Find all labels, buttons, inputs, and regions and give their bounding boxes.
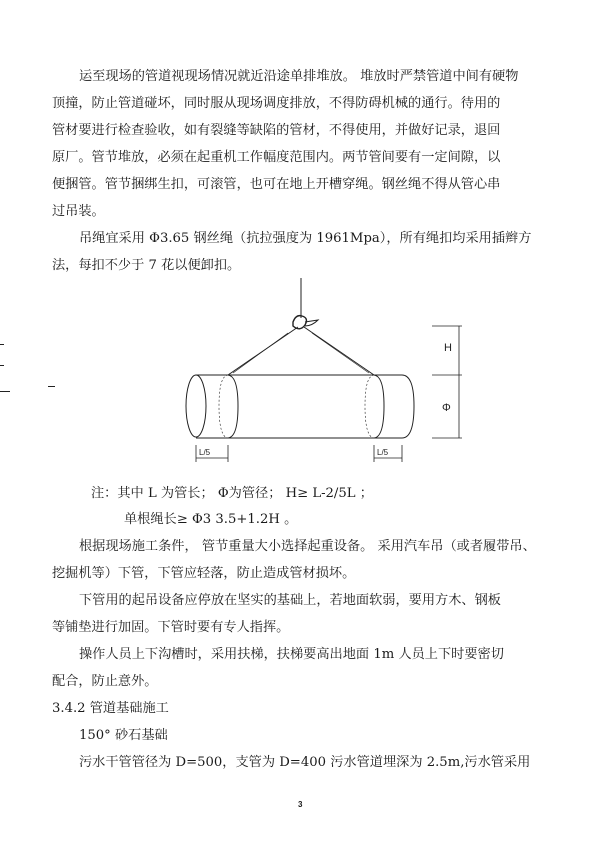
text-line: 便捆管。管节捆绑生扣，可滚管，也可在地上开槽穿绳。钢丝绳不得从管心串 bbox=[52, 177, 501, 192]
text-line: 配合，防止意外。 bbox=[52, 674, 158, 689]
dimension-label-h: H bbox=[444, 342, 452, 354]
text-line: 原厂。管节堆放，必须在起重机工作幅度范围内。两节管间要有一定间隙，以 bbox=[52, 150, 501, 165]
figure-note: 单根绳长≥ Φ3 3.5+1.2H 。 bbox=[124, 512, 298, 527]
text-line: 运至现场的管道视现场情况就近沿途单排堆放。 堆放时严禁管道中间有硬物 bbox=[79, 69, 519, 84]
dimension-label-l5-right: L/5 bbox=[377, 448, 389, 457]
text-line: 根据现场施工条件， 管节重量大小选择起重设备。 采用汽车吊（或者履带吊、 bbox=[79, 539, 536, 554]
dimension-label-phi: Φ bbox=[442, 402, 451, 414]
text-line: 挖掘机等）下管，下管应轻落，防止造成管材损坏。 bbox=[52, 566, 356, 581]
text-line: 污水干管管径为 D=500，支管为 D=400 污水管道埋深为 2.5m,污水管采用 bbox=[79, 755, 531, 770]
text-line: 过吊装。 bbox=[52, 204, 105, 219]
dimension-label-l5-left: L/5 bbox=[199, 448, 211, 457]
page-number: 3 bbox=[298, 800, 303, 809]
section-heading: 3.4.2 管道基础施工 bbox=[52, 701, 169, 716]
text-line: 操作人员上下沟槽时，采用扶梯，扶梯要高出地面 1m 人员上下时要密切 bbox=[79, 647, 504, 662]
text-line: 法，每扣不少于 7 花以便卸扣。 bbox=[52, 258, 241, 273]
figure-note: 注：其中 L 为管长； Φ为管径； H≥ L-2/5L ； bbox=[91, 486, 373, 501]
text-line: 下管用的起吊设备应停放在坚实的基础上，若地面软弱，要用方木、钢板 bbox=[79, 593, 501, 608]
text-line: 吊绳宜采用 Φ3.65 钢丝绳（抗拉强度为 1961Mpa），所有绳扣均采用插辫方 bbox=[79, 231, 532, 246]
text-line: 顶撞，防止管道碰坏，同时服从现场调度排放，不得防碍机械的通行。待用的 bbox=[52, 96, 501, 111]
text-line: 管材要进行检查验收，如有裂缝等缺陷的管材，不得使用，并做好记录，退回 bbox=[52, 123, 501, 138]
text-line: 等铺垫进行加固。下管时要有专人指挥。 bbox=[52, 620, 290, 635]
subheading: 150° 砂石基础 bbox=[79, 728, 168, 743]
